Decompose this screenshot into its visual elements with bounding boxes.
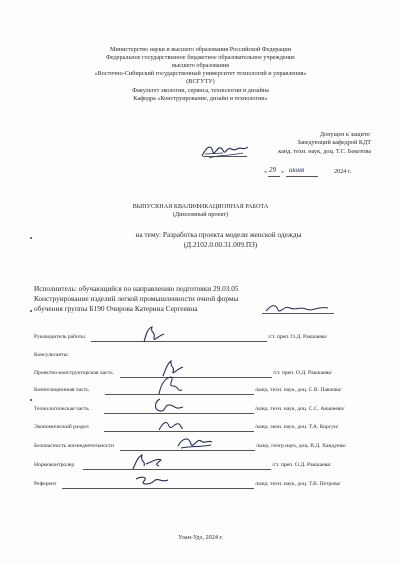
approval-date-open: « bbox=[264, 168, 268, 175]
consultant-signature-referent bbox=[132, 473, 172, 489]
work-topic: на тему: Разработка проекта модели женской одежды bbox=[135, 230, 302, 239]
consultant-name-normcontrol: /ст. преп. О.Д. Ракшаева/ bbox=[272, 462, 332, 468]
approval-head-name: канд. техн. наук, доц. Т.С. Бекетова bbox=[278, 148, 371, 155]
approval-date-mid: » bbox=[281, 168, 285, 175]
executor-line-1: Исполнитель: обучающийся по направлению подготовки 29.03.05 bbox=[34, 284, 239, 293]
consultant-signature-economics bbox=[155, 416, 185, 434]
executor-signature bbox=[262, 300, 334, 316]
consultant-name-technology: /канд. техн. наук, доц. С.С. Аюшеева/ bbox=[255, 406, 345, 412]
date-month-line bbox=[286, 176, 318, 177]
executor-line-3: обучения группы Б190 Очирова Катерина Сергеевна bbox=[34, 304, 198, 313]
consultant-label-composition: Композиционная часть bbox=[34, 387, 89, 393]
supervisor-name: /ст. преп. О.Д. Ракшаева/ bbox=[268, 334, 328, 340]
header-faculty: Факультет экологии, сервиса, технологии и дизайна bbox=[132, 87, 269, 94]
consultant-label-design: Проектно-конструкторская часть bbox=[34, 370, 113, 376]
supervisor-signature bbox=[138, 324, 168, 344]
supervisor-line bbox=[91, 341, 267, 342]
consultant-label-technology: Технологическая часть bbox=[34, 406, 89, 412]
consultants-heading: Консультанты: bbox=[34, 352, 70, 358]
approval-head-title: Заведующий кафедрой КДТ bbox=[297, 139, 371, 146]
header-abbreviation: (ВСГУТУ) bbox=[186, 78, 215, 85]
binding-mark-3 bbox=[30, 399, 32, 401]
consultant-name-safety: /канд. геогр.наук, доц. В.Д. Хандуева/ bbox=[256, 443, 347, 449]
consultant-name-design: /ст. преп. О.Д. Ракшаева/ bbox=[273, 370, 333, 376]
work-code: (Д.2102.0.00.31.009.ПЗ) bbox=[183, 240, 258, 249]
binding-mark-1 bbox=[30, 237, 32, 239]
consultant-line-normcontrol bbox=[83, 469, 271, 470]
header-education-level: высшего образования bbox=[172, 62, 229, 69]
consultant-label-normcontrol: Нормоконтролер bbox=[34, 462, 75, 468]
work-subtitle: (Дипломный проект) bbox=[172, 211, 229, 218]
header-institution-type: Федеральное государственное бюджетное образовательное учреждение bbox=[106, 54, 295, 61]
supervisor-label: Руководитель работы bbox=[34, 334, 85, 340]
date-day-line bbox=[268, 176, 280, 177]
approval-date-year: 2024 г. bbox=[334, 168, 352, 175]
work-title: ВЫПУСКНАЯ КВАЛИФИКАЦИОННАЯ РАБОТА bbox=[132, 203, 269, 210]
approval-admitted: Допущен к защите: bbox=[319, 131, 371, 138]
consultant-signature-technology bbox=[150, 396, 186, 416]
executor-line-2: Конструирование изделий легкой промышленности очной формы bbox=[34, 294, 239, 303]
approval-date-month: июня bbox=[289, 166, 305, 174]
header-department: Кафедра «Конструирование, дизайн и технологии» bbox=[133, 95, 268, 102]
consultant-label-referent: Референт bbox=[34, 481, 57, 487]
consultant-name-referent: /канд. техн. наук, доц. Т.В. Петрова/ bbox=[255, 481, 341, 487]
footer-city-year: Улан-Удэ, 2024 г. bbox=[178, 534, 223, 541]
head-signature bbox=[199, 140, 251, 162]
consultant-label-safety: Безопасность жизнедеятельности bbox=[34, 443, 114, 449]
consultant-signature-normcontrol bbox=[128, 452, 164, 472]
consultant-label-economics: Экономический раздел bbox=[34, 424, 89, 430]
consultant-signature-composition bbox=[155, 374, 185, 398]
binding-mark-2 bbox=[30, 310, 32, 312]
header-university: «Восточно-Сибирский государственный университет технологий и управления» bbox=[94, 70, 307, 77]
consultant-line-design bbox=[120, 377, 272, 378]
approval-date-day: 29 bbox=[269, 166, 276, 174]
consultant-name-composition: /канд. техн. наук, доц. С.В. Павлова/ bbox=[255, 387, 342, 393]
consultant-signature-safety bbox=[175, 434, 215, 452]
consultant-name-economics: /канд. экон. наук, доц. Т.А. Корсун/ bbox=[255, 424, 339, 430]
header-ministry: Министерство науки и высшего образования Российской Федерации bbox=[109, 46, 292, 53]
